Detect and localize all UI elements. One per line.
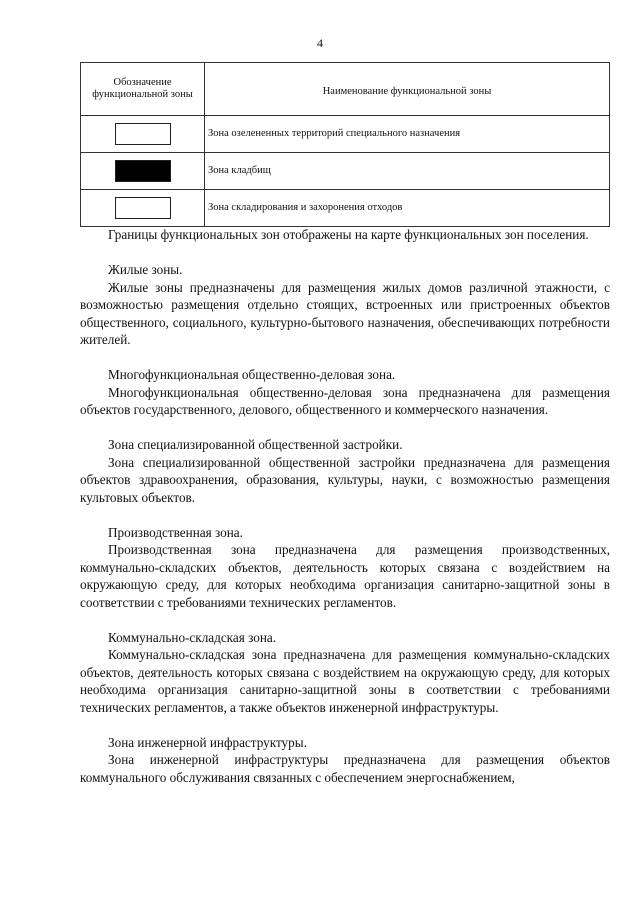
header-zone-symbol: Обозначение функциональной зоны: [81, 63, 205, 116]
zones-legend-table: [80, 62, 610, 227]
zone-name: Зона кладбищ: [205, 153, 610, 190]
table-row: [81, 153, 610, 190]
paragraph-communal: Коммунально-складская зона предназначена для размещения коммунально-складских объектов, деятельность которых связана с воздействием на окружающую среду, для которых необходима организация санитарно-защитной зоны в соответствии с требованиями технических регламентов, а также объектов инженерной инфраструктуры.: [80, 647, 610, 715]
zone-swatch: [115, 160, 171, 182]
section-title-special: Зона специализированной общественной застройки.: [108, 437, 403, 452]
paragraph-industrial: Производственная зона предназначена для размещения производственных, коммунально-складских объектов, деятельность которых связана с воздействием на окружающую среду, для которых необходима организация санитарно-защитной зоны в соответствии с требованиями технических регламентов.: [80, 542, 610, 610]
zone-swatch: [115, 123, 171, 145]
paragraph-business: Многофункциональная общественно-деловая зона предназначена для размещения объектов государственного, делового, общественного и коммерческого назначения.: [80, 384, 610, 417]
zone-symbol-cell: [81, 116, 205, 153]
header-zone-name: Наименование функциональной зоны: [205, 63, 610, 116]
document-body: [80, 226, 610, 786]
zone-name: Зона складирования и захоронения отходов: [205, 190, 610, 227]
zone-symbol-cell: [81, 153, 205, 190]
borders-paragraph: Границы функциональных зон отображены на карте функциональных зон поселения.: [108, 227, 589, 242]
section-title-engineering: Зона инженерной инфраструктуры.: [108, 734, 307, 750]
paragraph-special: Зона специализированной общественной застройки предназначена для размещения объектов здравоохранения, образования, культуры, науки, с возможностью размещения культовых объектов.: [80, 454, 610, 505]
paragraph-residential: Жилые зоны предназначены для размещения жилых домов различной этажности, с возможностью размещения отдельно стоящих, встроенных или пристроенных объектов общественного, социального, культурно-бытового назначения, обеспечивающих потребности жителей.: [80, 279, 610, 347]
section-title-communal: Коммунально-складская зона.: [108, 629, 277, 645]
table-header-row: [81, 63, 610, 116]
table-row: [81, 116, 610, 153]
zone-swatch: [115, 197, 171, 219]
page-number: 4: [317, 36, 323, 50]
table-row: [81, 190, 610, 227]
zone-symbol-cell: [81, 190, 205, 227]
section-title-industrial: Производственная зона.: [108, 524, 243, 540]
section-title-residential: Жилые зоны.: [108, 262, 183, 277]
paragraph-engineering: Зона инженерной инфраструктуры предназначена для размещения объектов коммунального обслуживания связанных с обеспечением энергоснабжением,: [80, 752, 610, 785]
zone-name: Зона озелененных территорий специального назначения: [205, 116, 610, 153]
section-title-business: Многофункциональная общественно-деловая зона.: [108, 367, 396, 382]
